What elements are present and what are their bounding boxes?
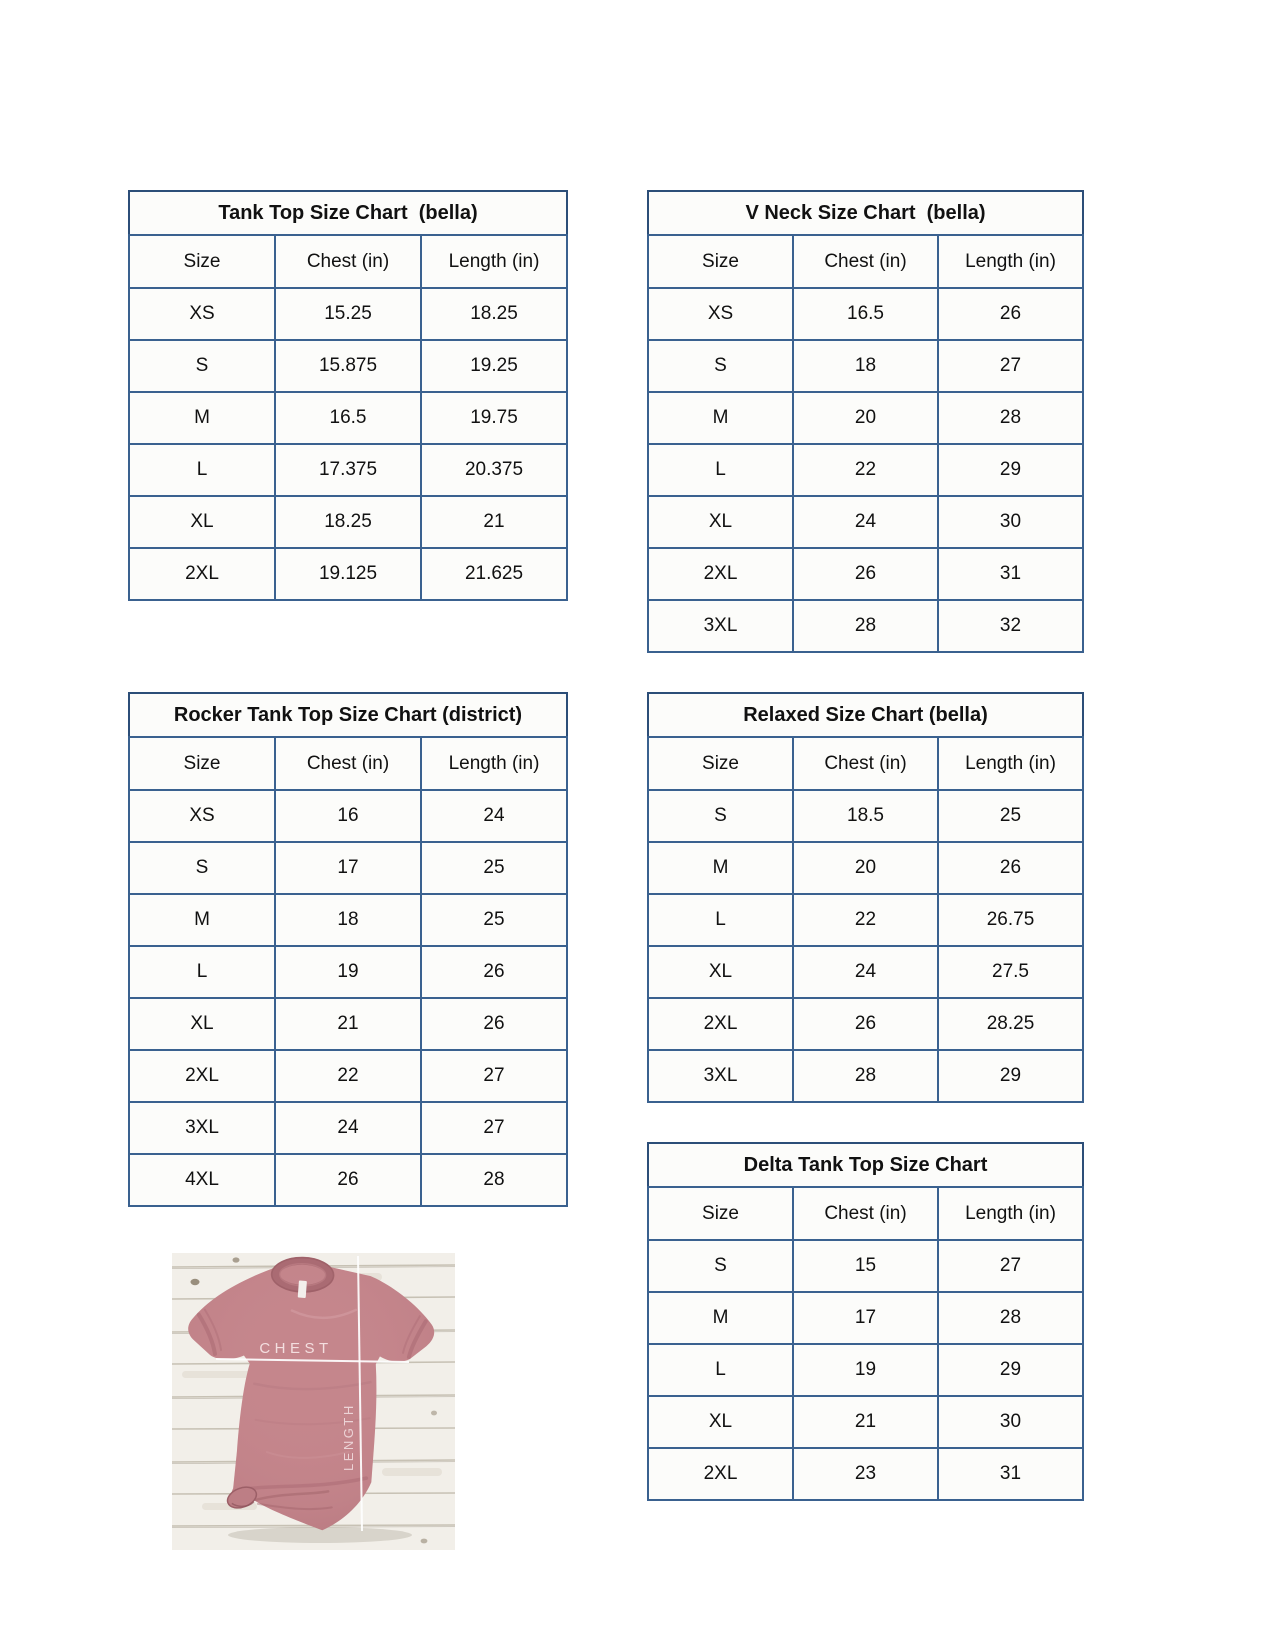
relaxed-size-chart (647, 692, 1084, 1103)
table-body (648, 288, 1083, 652)
table-row (648, 1292, 1083, 1344)
header-row (648, 737, 1083, 790)
column-header-chest: Chest (in) (793, 737, 938, 790)
table-header (648, 737, 1083, 790)
table-row (648, 998, 1083, 1050)
chest-label: CHEST (259, 1340, 333, 1357)
table-row (129, 340, 567, 392)
size-cell: M (648, 392, 793, 444)
chest-cell: 18.5 (793, 790, 938, 842)
chest-cell: 15.25 (275, 288, 421, 340)
table-row (129, 288, 567, 340)
length-cell: 30 (938, 1396, 1083, 1448)
chest-cell: 26 (275, 1154, 421, 1206)
table-row (648, 288, 1083, 340)
length-cell: 25 (421, 842, 567, 894)
chest-cell: 19 (275, 946, 421, 998)
chest-cell: 18 (275, 894, 421, 946)
table-row (129, 790, 567, 842)
size-cell: 2XL (129, 1050, 275, 1102)
shirt-measurement-photo (172, 1253, 455, 1550)
length-cell: 26 (421, 946, 567, 998)
size-cell: XL (129, 998, 275, 1050)
chest-cell: 26 (793, 998, 938, 1050)
chest-cell: 17.375 (275, 444, 421, 496)
header-row (648, 1187, 1083, 1240)
chest-cell: 24 (793, 946, 938, 998)
table-body (648, 790, 1083, 1102)
chest-cell: 18 (793, 340, 938, 392)
size-cell: XL (648, 496, 793, 548)
chest-cell: 15.875 (275, 340, 421, 392)
length-cell: 31 (938, 1448, 1083, 1500)
column-header-chest: Chest (in) (275, 235, 421, 288)
size-cell: S (129, 842, 275, 894)
length-cell: 21 (421, 496, 567, 548)
chest-cell: 26 (793, 548, 938, 600)
length-cell: 26.75 (938, 894, 1083, 946)
length-cell: 28 (938, 1292, 1083, 1344)
size-cell: XL (648, 1396, 793, 1448)
table-header (648, 1187, 1083, 1240)
size-cell: 2XL (648, 548, 793, 600)
size-cell: L (129, 946, 275, 998)
table-row (129, 894, 567, 946)
tank-top-size-chart (128, 190, 568, 601)
table-body (129, 288, 567, 600)
table-row (129, 1154, 567, 1206)
size-table-grid (647, 1186, 1084, 1501)
chest-cell: 17 (793, 1292, 938, 1344)
table-row (129, 548, 567, 600)
column-header-size: Size (648, 737, 793, 790)
size-cell: 3XL (129, 1102, 275, 1154)
table-row (129, 1050, 567, 1102)
length-label: LENGTH (341, 1403, 356, 1471)
chest-cell: 21 (793, 1396, 938, 1448)
size-cell: S (648, 790, 793, 842)
size-cell: L (648, 444, 793, 496)
chest-cell: 22 (793, 444, 938, 496)
chest-cell: 16.5 (793, 288, 938, 340)
length-cell: 25 (421, 894, 567, 946)
table-header (648, 235, 1083, 288)
chest-cell: 19 (793, 1344, 938, 1396)
length-cell: 27 (938, 1240, 1083, 1292)
size-cell: M (648, 842, 793, 894)
v-neck-size-chart (647, 190, 1084, 653)
table-header (129, 737, 567, 790)
length-cell: 26 (938, 842, 1083, 894)
collar-tag (298, 1280, 307, 1298)
length-cell: 27 (421, 1102, 567, 1154)
table-row (648, 496, 1083, 548)
size-cell: M (129, 894, 275, 946)
length-cell: 32 (938, 600, 1083, 652)
table-title: Delta Tank Top Size Chart (647, 1142, 1084, 1188)
length-cell: 29 (938, 1050, 1083, 1102)
column-header-size: Size (129, 737, 275, 790)
length-cell: 21.625 (421, 548, 567, 600)
table-row (648, 1050, 1083, 1102)
length-cell: 27.5 (938, 946, 1083, 998)
table-body (648, 1240, 1083, 1500)
size-table-grid (647, 234, 1084, 653)
chest-cell: 28 (793, 1050, 938, 1102)
table-row (129, 1102, 567, 1154)
length-cell: 27 (421, 1050, 567, 1102)
size-cell: XL (648, 946, 793, 998)
table-row (648, 1240, 1083, 1292)
delta-tank-top-size-chart (647, 1142, 1084, 1501)
column-header-size: Size (648, 1187, 793, 1240)
length-cell: 24 (421, 790, 567, 842)
chest-cell: 22 (793, 894, 938, 946)
size-cell: S (129, 340, 275, 392)
shirt-measurement-illustration (172, 1253, 455, 1550)
size-cell: XS (129, 288, 275, 340)
chest-cell: 18.25 (275, 496, 421, 548)
table-row (129, 946, 567, 998)
chest-cell: 24 (793, 496, 938, 548)
chest-cell: 16.5 (275, 392, 421, 444)
table-row (648, 444, 1083, 496)
column-header-chest: Chest (in) (793, 1187, 938, 1240)
size-cell: 2XL (648, 998, 793, 1050)
column-header-size: Size (648, 235, 793, 288)
table-title: Tank Top Size Chart (bella) (128, 190, 568, 236)
size-table-grid (647, 736, 1084, 1103)
length-cell: 25 (938, 790, 1083, 842)
table-row (648, 548, 1083, 600)
table-row (648, 1396, 1083, 1448)
size-cell: M (648, 1292, 793, 1344)
length-cell: 19.75 (421, 392, 567, 444)
size-table-grid (128, 736, 568, 1207)
length-cell: 26 (421, 998, 567, 1050)
length-cell: 28 (421, 1154, 567, 1206)
size-cell: 3XL (648, 1050, 793, 1102)
table-row (129, 392, 567, 444)
header-row (648, 235, 1083, 288)
chest-cell: 20 (793, 842, 938, 894)
column-header-length: Length (in) (938, 235, 1083, 288)
column-header-size: Size (129, 235, 275, 288)
size-cell: L (648, 894, 793, 946)
table-row (648, 600, 1083, 652)
table-header (129, 235, 567, 288)
table-row (648, 946, 1083, 998)
table-title: V Neck Size Chart (bella) (647, 190, 1084, 236)
table-row (648, 392, 1083, 444)
table-row (648, 1448, 1083, 1500)
size-table-grid (128, 234, 568, 601)
chest-cell: 15 (793, 1240, 938, 1292)
header-row (129, 737, 567, 790)
column-header-length: Length (in) (421, 235, 567, 288)
size-cell: L (648, 1344, 793, 1396)
chest-cell: 23 (793, 1448, 938, 1500)
chest-cell: 21 (275, 998, 421, 1050)
length-cell: 28 (938, 392, 1083, 444)
table-row (648, 842, 1083, 894)
length-cell: 27 (938, 340, 1083, 392)
length-cell: 18.25 (421, 288, 567, 340)
chest-cell: 17 (275, 842, 421, 894)
size-cell: M (129, 392, 275, 444)
column-header-chest: Chest (in) (793, 235, 938, 288)
table-body (129, 790, 567, 1206)
size-cell: 4XL (129, 1154, 275, 1206)
length-cell: 28.25 (938, 998, 1083, 1050)
size-cell: 2XL (129, 548, 275, 600)
length-cell: 19.25 (421, 340, 567, 392)
shirt-shadow (228, 1527, 412, 1543)
header-row (129, 235, 567, 288)
table-row (648, 340, 1083, 392)
column-header-length: Length (in) (421, 737, 567, 790)
length-cell: 29 (938, 1344, 1083, 1396)
length-cell: 29 (938, 444, 1083, 496)
size-cell: XS (129, 790, 275, 842)
length-cell: 20.375 (421, 444, 567, 496)
size-cell: XL (129, 496, 275, 548)
table-title: Relaxed Size Chart (bella) (647, 692, 1084, 738)
table-title: Rocker Tank Top Size Chart (district) (128, 692, 568, 738)
table-row (648, 1344, 1083, 1396)
rocker-tank-top-size-chart (128, 692, 568, 1207)
length-cell: 31 (938, 548, 1083, 600)
chest-cell: 19.125 (275, 548, 421, 600)
length-cell: 30 (938, 496, 1083, 548)
chest-cell: 24 (275, 1102, 421, 1154)
table-row (129, 842, 567, 894)
chest-cell: 20 (793, 392, 938, 444)
chest-cell: 28 (793, 600, 938, 652)
table-row (648, 790, 1083, 842)
size-cell: S (648, 340, 793, 392)
column-header-chest: Chest (in) (275, 737, 421, 790)
chest-cell: 22 (275, 1050, 421, 1102)
column-header-length: Length (in) (938, 1187, 1083, 1240)
size-cell: L (129, 444, 275, 496)
table-row (129, 444, 567, 496)
table-row (129, 496, 567, 548)
size-cell: 3XL (648, 600, 793, 652)
table-row (129, 998, 567, 1050)
chest-cell: 16 (275, 790, 421, 842)
size-cell: 2XL (648, 1448, 793, 1500)
size-cell: XS (648, 288, 793, 340)
size-cell: S (648, 1240, 793, 1292)
table-row (648, 894, 1083, 946)
length-cell: 26 (938, 288, 1083, 340)
column-header-length: Length (in) (938, 737, 1083, 790)
